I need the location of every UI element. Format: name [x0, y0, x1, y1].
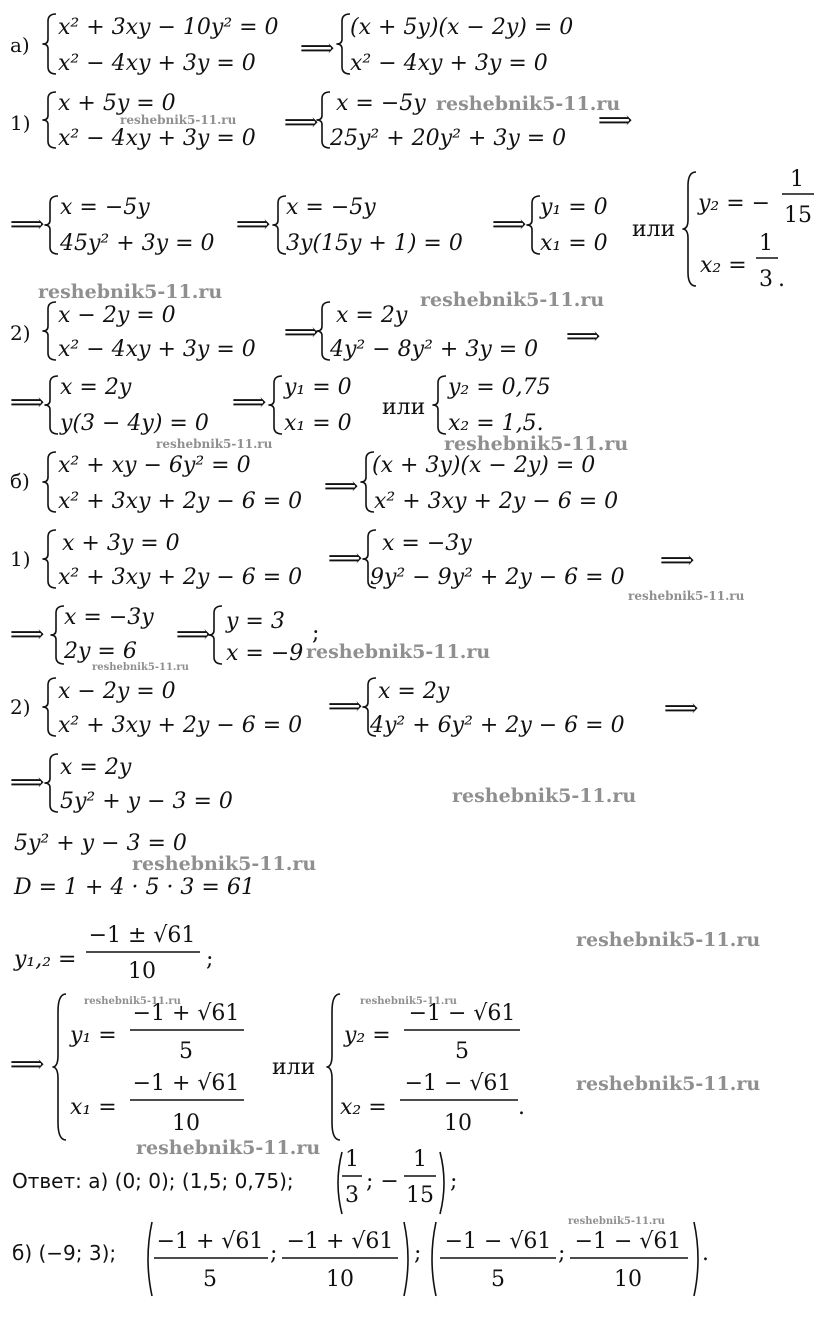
c1-label: 1) [10, 111, 31, 135]
watermark-6: reshebnik5-11.ru [444, 433, 629, 455]
d1-s4-semi: ; [312, 621, 320, 646]
a-sys2-brace [336, 14, 350, 74]
c1-s6-x-den: 3 [759, 267, 773, 292]
watermark-11: reshebnik5-11.ru [132, 853, 317, 875]
c1-s3-eq2: 45y² + 3y = 0 [60, 231, 215, 256]
f-x2-num: −1 − √61 [404, 1071, 512, 1096]
implies-arrow: ⟹ [324, 472, 359, 500]
watermark-12: reshebnik5-11.ru [576, 929, 761, 951]
ans-a-sep: ; − [366, 1169, 399, 1194]
d2-s3-brace [44, 754, 58, 812]
c1-s5-eq1: y₁ = 0 [540, 195, 608, 220]
d1-s1-brace [42, 530, 56, 588]
c1-s4-eq1: x = −5y [286, 195, 376, 220]
ans-a-den2: 15 [406, 1183, 434, 1208]
c2-s5-eq1: y₂ = 0,75 [448, 375, 551, 400]
f-sys2-brace [326, 994, 340, 1140]
f-x2-dot: . [518, 1095, 525, 1120]
quad: 5y² + y − 3 = 0 [14, 831, 187, 856]
d2-s1-brace [42, 678, 56, 736]
c1-s2-eq1: x = −5y [336, 91, 426, 116]
d1-s4-eq2: x = −9 [226, 641, 304, 666]
d2-s2-eq2: 4y² + 6y² + 2y − 6 = 0 [370, 713, 625, 738]
implies-arrow: ⟹ [660, 546, 695, 574]
d2-s1-eq2: x² + 3xy + 2y − 6 = 0 [58, 713, 303, 738]
watermark-4: reshebnik5-11.ru [420, 289, 605, 311]
d2-label: 2) [10, 695, 31, 719]
implies-arrow: ⟹ [236, 210, 271, 238]
b-sys2-eq1: (x + 3y)(x − 2y) = 0 [372, 453, 596, 478]
c1-s5-eq2: x₁ = 0 [540, 231, 608, 256]
watermark-5: reshebnik5-11.ru [156, 437, 273, 451]
a-sys2-eq1: (x + 5y)(x − 2y) = 0 [350, 15, 574, 40]
c2-s4-eq2: x₁ = 0 [284, 411, 352, 436]
ans-a-den1: 3 [345, 1183, 359, 1208]
f-x2-den: 10 [444, 1111, 472, 1136]
f-x1-den: 10 [172, 1111, 200, 1136]
implies-arrow: ⟹ [664, 694, 699, 722]
c1-s6-brace [682, 172, 696, 286]
b-sys1-eq1: x² + xy − 6y² = 0 [58, 453, 251, 478]
c2-s5-brace [432, 376, 446, 434]
c2-s4-brace [268, 376, 282, 434]
ans-b-n2: −1 + √61 [286, 1229, 394, 1254]
c1-s1-eq1: x + 5y = 0 [58, 91, 176, 116]
ans-a-paren-close [440, 1152, 444, 1214]
c2-s1-eq2: x² − 4xy + 3y = 0 [58, 337, 256, 362]
c1-s6-y-den: 15 [784, 203, 812, 228]
ans-b-paren1-close [404, 1222, 408, 1296]
y12-den: 10 [128, 959, 156, 984]
c2-s2-brace [316, 302, 330, 360]
watermark-2: reshebnik5-11.ru [120, 113, 237, 127]
watermark-15: reshebnik5-11.ru [576, 1073, 761, 1095]
f-x1: x₁ = [70, 1095, 117, 1120]
implies-arrow: ⟹ [566, 322, 601, 350]
implies-arrow: ⟹ [492, 210, 527, 238]
ans-b-d4: 10 [614, 1267, 642, 1292]
implies-arrow: ⟹ [10, 620, 45, 648]
f-y1: y₁ = [70, 1023, 117, 1048]
b-sys2-eq2: x² + 3xy + 2y − 6 = 0 [374, 489, 619, 514]
watermark-7: reshebnik5-11.ru [628, 589, 745, 603]
ans-b-n4: −1 − √61 [574, 1229, 682, 1254]
c2-s3-brace [44, 376, 58, 434]
ans-b: б) (−9; 3); [12, 1241, 117, 1265]
c1-s1-brace [42, 92, 56, 148]
c2-s3-eq1: x = 2y [60, 375, 132, 400]
d1-s2-eq2: 9y² − 9y² + 2y − 6 = 0 [370, 565, 625, 590]
c1-s6-x: x₂ = [700, 253, 747, 278]
ili-2: или [382, 395, 426, 420]
implies-arrow: ⟹ [284, 108, 319, 136]
f-y2-den: 5 [455, 1039, 469, 1064]
c1-s4-brace [272, 196, 286, 254]
ans-a-end: ; [450, 1169, 458, 1194]
c1-s6-x-num: 1 [759, 231, 773, 256]
ans-b-d3: 5 [491, 1267, 505, 1292]
ans-b-end: . [702, 1241, 709, 1266]
ili-3: или [272, 1055, 316, 1080]
watermark-16: reshebnik5-11.ru [136, 1137, 321, 1159]
f-y2-num: −1 − √61 [408, 1001, 516, 1026]
c1-s1-eq2: x² − 4xy + 3y = 0 [58, 126, 256, 151]
implies-arrow: ⟹ [300, 34, 335, 62]
c1-s5-brace [526, 196, 540, 254]
c2-s1-eq1: x − 2y = 0 [58, 303, 176, 328]
disc: D = 1 + 4 · 5 · 3 = 61 [14, 875, 255, 900]
watermark-14: reshebnik5-11.ru [360, 996, 457, 1007]
c1-s3-eq1: x = −5y [60, 195, 150, 220]
watermark-3: reshebnik5-11.ru [38, 281, 223, 303]
implies-arrow: ⟹ [10, 1050, 45, 1078]
d1-s1-eq2: x² + 3xy + 2y − 6 = 0 [58, 565, 303, 590]
ans-b-semi1: ; [270, 1241, 278, 1266]
watermark-13: reshebnik5-11.ru [84, 996, 181, 1007]
ans-b-paren2-open [432, 1222, 436, 1296]
c2-s1-brace [42, 302, 56, 360]
c1-s6-y: y₂ = − [698, 191, 771, 216]
implies-arrow: ⟹ [10, 210, 45, 238]
b-label: б) [10, 469, 30, 493]
a-sys1-brace [42, 14, 56, 74]
y12-semi: ; [206, 947, 214, 972]
implies-arrow: ⟹ [232, 388, 267, 416]
a-label: а) [10, 33, 30, 57]
y12-lhs: y₁,₂ = [14, 947, 77, 972]
c1-s4-eq2: 3y(15y + 1) = 0 [286, 231, 463, 256]
ans-b-paren2-close [694, 1222, 698, 1296]
d2-s3-eq1: x = 2y [60, 755, 132, 780]
ans-b-semi2: ; [414, 1241, 422, 1266]
watermark-10: reshebnik5-11.ru [452, 785, 637, 807]
d1-s2-eq1: x = −3y [382, 531, 472, 556]
c1-s6-x-dot: . [778, 267, 785, 292]
c2-label: 2) [10, 321, 31, 345]
d1-s3-brace [50, 606, 64, 664]
d1-label: 1) [10, 547, 31, 571]
c2-s5-eq2: x₂ = 1,5. [448, 411, 544, 436]
c2-s2-eq1: x = 2y [336, 303, 408, 328]
ans-b-paren1-open [148, 1222, 152, 1296]
f-x2: x₂ = [340, 1095, 387, 1120]
f-x1-num: −1 + √61 [132, 1071, 240, 1096]
c2-s4-eq1: y₁ = 0 [284, 375, 352, 400]
implies-arrow: ⟹ [328, 692, 363, 720]
ans-b-n3: −1 − √61 [444, 1229, 552, 1254]
ans-a-num2: 1 [413, 1147, 427, 1172]
ans-a: Ответ: а) (0; 0); (1,5; 0,75); [12, 1169, 294, 1193]
ans-b-n1: −1 + √61 [156, 1229, 264, 1254]
c1-s2-eq2: 25y² + 20y² + 3y = 0 [330, 126, 567, 151]
a-sys1-eq2: x² − 4xy + 3y = 0 [58, 51, 256, 76]
d2-s2-eq1: x = 2y [378, 679, 450, 704]
ans-b-d2: 10 [326, 1267, 354, 1292]
f-y1-den: 5 [179, 1039, 193, 1064]
a-sys1-eq1: x² + 3xy − 10y² = 0 [58, 15, 279, 40]
watermark-17: reshebnik5-11.ru [568, 1216, 665, 1227]
implies-arrow: ⟹ [10, 768, 45, 796]
c2-s3-eq2: y(3 − 4y) = 0 [60, 411, 209, 436]
watermark-9: reshebnik5-11.ru [306, 641, 491, 663]
ili-1: или [632, 217, 676, 242]
y12-num: −1 ± √61 [88, 923, 196, 948]
c2-s2-eq2: 4y² − 8y² + 3y = 0 [330, 337, 539, 362]
d1-s4-brace [208, 606, 222, 664]
ans-b-semi3: ; [558, 1241, 566, 1266]
implies-arrow: ⟹ [10, 388, 45, 416]
d1-s3-eq1: x = −3y [64, 605, 154, 630]
ans-a-num1: 1 [345, 1147, 359, 1172]
implies-arrow: ⟹ [328, 544, 363, 572]
f-sys1-brace [52, 994, 66, 1140]
d1-s4-eq1: y = 3 [226, 609, 285, 634]
ans-b-d1: 5 [203, 1267, 217, 1292]
d2-s1-eq1: x − 2y = 0 [58, 679, 176, 704]
implies-arrow: ⟹ [598, 106, 633, 134]
c1-s2-brace [316, 92, 330, 148]
b-sys1-brace [42, 452, 56, 512]
watermark-8: reshebnik5-11.ru [92, 662, 189, 673]
d1-s1-eq1: x + 3y = 0 [62, 531, 180, 556]
d2-s3-eq2: 5y² + y − 3 = 0 [60, 789, 233, 814]
c1-s3-brace [44, 196, 58, 254]
watermark-1: reshebnik5-11.ru [436, 93, 621, 115]
b-sys1-eq2: x² + 3xy + 2y − 6 = 0 [58, 489, 303, 514]
a-sys2-eq2: x² − 4xy + 3y = 0 [350, 51, 548, 76]
implies-arrow: ⟹ [284, 318, 319, 346]
d1-s3-eq2: 2y = 6 [64, 639, 137, 664]
f-y2: y₂ = [344, 1023, 391, 1048]
ans-a-paren-open [338, 1152, 342, 1214]
f-y1-num: −1 + √61 [132, 1001, 240, 1026]
c1-s6-y-num: 1 [790, 167, 804, 192]
implies-arrow: ⟹ [176, 620, 211, 648]
